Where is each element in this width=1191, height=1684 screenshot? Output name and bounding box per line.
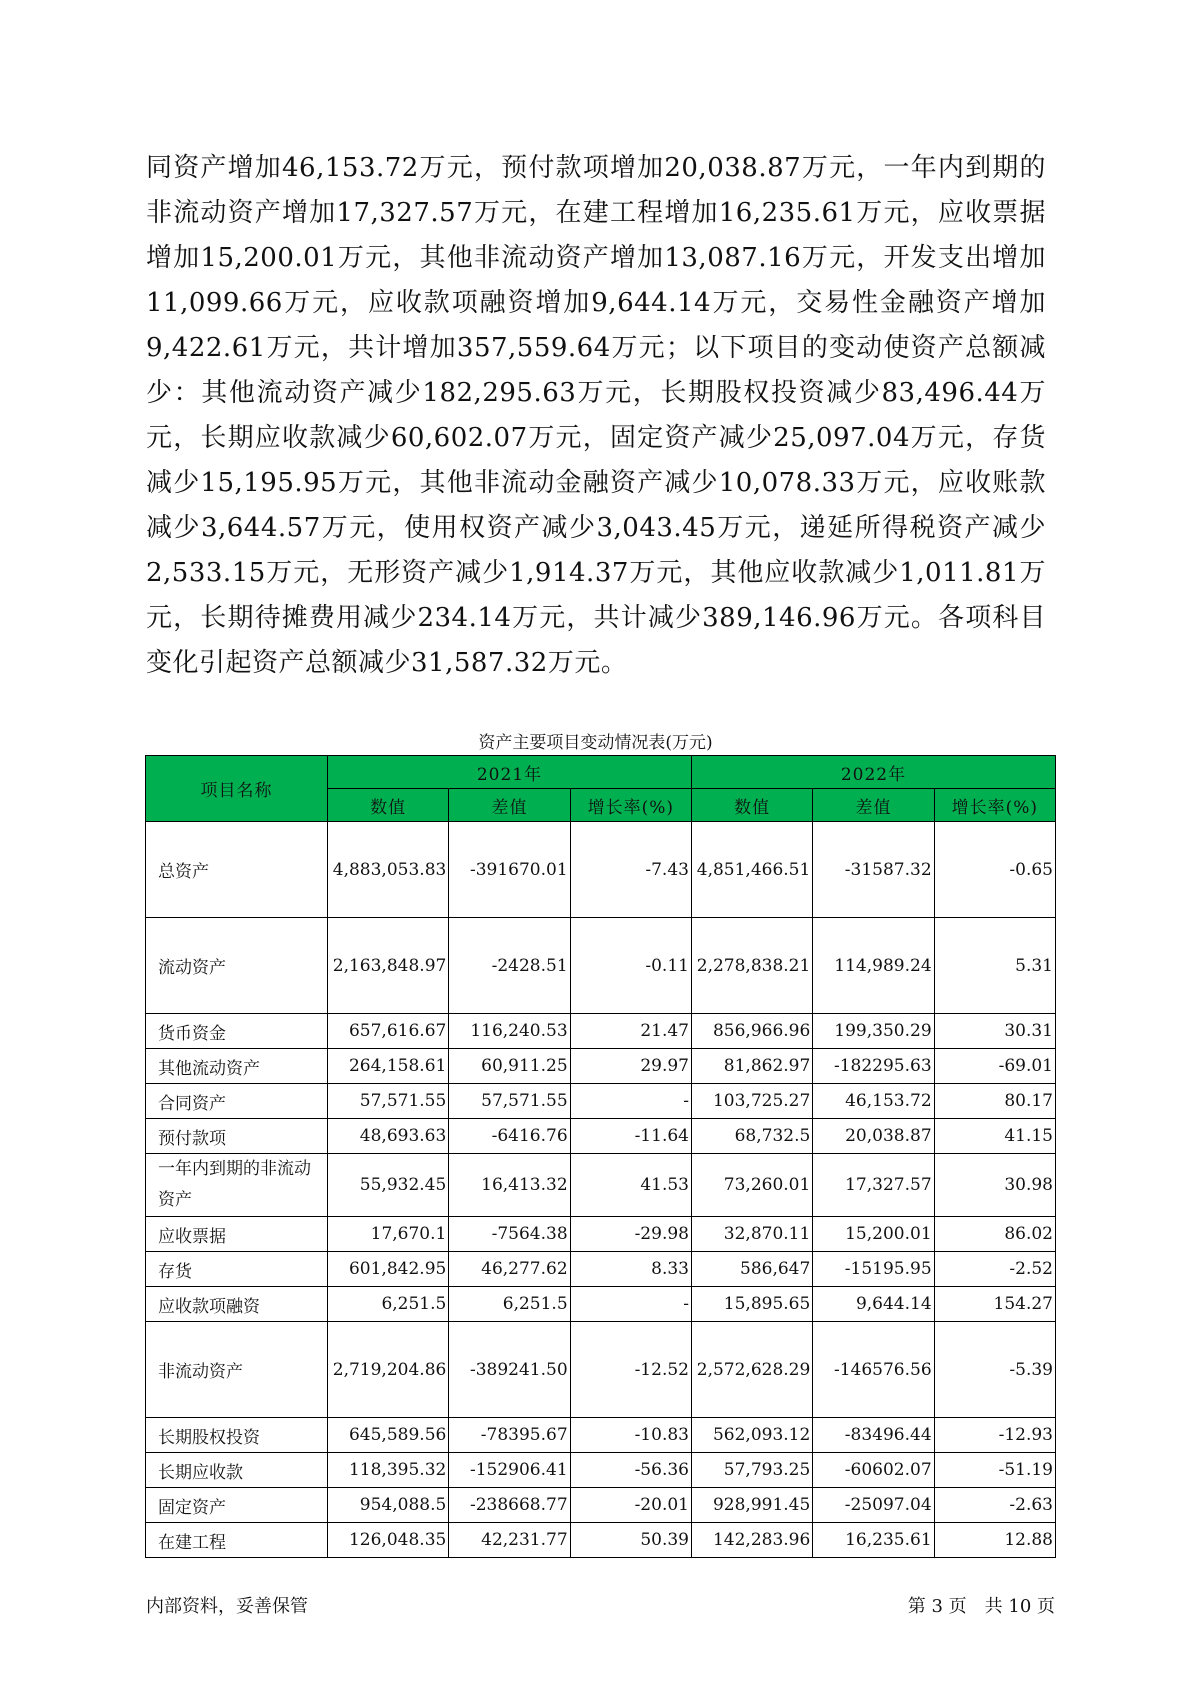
value-2021-cell: 264,158.61 [328,1049,449,1084]
diff-2021-cell: 116,240.53 [449,1014,570,1049]
footer-confidential-note: 内部资料，妥善保管 [146,1596,308,1617]
rate-2022-cell: -5.39 [934,1322,1055,1418]
row-name-cell: 其他流动资产 [146,1049,328,1084]
rate-2022-cell: 30.31 [934,1014,1055,1049]
row-name-cell: 固定资产 [146,1488,328,1523]
table-row [146,918,1056,1014]
value-2021-cell: 55,932.45 [328,1154,449,1217]
rate-2021-cell: 50.39 [570,1523,691,1558]
row-name-cell: 流动资产 [146,918,328,1014]
value-2022-cell: 32,870.11 [691,1217,812,1252]
rate-2021-cell: - [570,1084,691,1119]
rate-2022-cell: 86.02 [934,1217,1055,1252]
value-2021-cell: 657,616.67 [328,1014,449,1049]
diff-2021-cell: -7564.38 [449,1217,570,1252]
body-paragraph: 同资产增加46,153.72万元，预付款项增加20,038.87万元，一年内到期的非流动资产增加17,327.57万元，在建工程增加16,235.61万元，应收票据增加15,200.01万元，其他非流动资产增加13,087.16万元，开发支出增加11,099.66万元，应收款项融资增加9,644.14万元，交易性金融资产增加9,422.61万元，共计增加357,559.64万元；以下项目的变动使资产总额减少：其他流动资产减少182,295.63万元，长期股权投资减少83,496.44万元，长期应收款减少60,602.07万元，固定资产减少25,097.04万元，存货减少15,195.95万元，其他非流动金融资产减少10,078.33万元，应收账款减少3,644.57万元，使用权资产减少3,043.45万元，递延所得税资产减少2,533.15万元，无形资产减少1,914.37万元，其他应收款减少1,011.81万元，长期待摊费用减少234.14万元，共计减少389,146.96万元。各项科目变化引起资产总额减少31,587.32万元。 [146,153,1046,678]
value-2021-cell: 6,251.5 [328,1287,449,1322]
header-value-2021: 数值 [328,789,449,822]
value-2021-cell: 57,571.55 [328,1084,449,1119]
diff-2022-cell: -182295.63 [813,1049,934,1084]
diff-2021-cell: -389241.50 [449,1322,570,1418]
diff-2021-cell: -391670.01 [449,822,570,918]
rate-2021-cell: 29.97 [570,1049,691,1084]
diff-2022-cell: 16,235.61 [813,1523,934,1558]
value-2021-cell: 118,395.32 [328,1453,449,1488]
rate-2021-cell: -7.43 [570,822,691,918]
rate-2021-cell: -10.83 [570,1418,691,1453]
row-name-cell: 一年内到期的非流动资产 [146,1154,328,1217]
diff-2021-cell: -152906.41 [449,1453,570,1488]
diff-2022-cell: -146576.56 [813,1322,934,1418]
value-2022-cell: 2,278,838.21 [691,918,812,1014]
value-2022-cell: 15,895.65 [691,1287,812,1322]
diff-2021-cell: 42,231.77 [449,1523,570,1558]
row-name-cell: 存货 [146,1252,328,1287]
header-diff-2021: 差值 [449,789,570,822]
diff-2021-cell: 46,277.62 [449,1252,570,1287]
diff-2022-cell: -60602.07 [813,1453,934,1488]
rate-2021-cell: -0.11 [570,918,691,1014]
row-name-cell: 长期股权投资 [146,1418,328,1453]
header-rate-2022: 增长率(%) [934,789,1055,822]
table-row [146,1322,1056,1418]
table-row [146,1453,1056,1488]
table-row [146,1014,1056,1049]
table-row [146,1119,1056,1154]
diff-2022-cell: -15195.95 [813,1252,934,1287]
rate-2022-cell: -51.19 [934,1453,1055,1488]
value-2022-cell: 103,725.27 [691,1084,812,1119]
value-2022-cell: 57,793.25 [691,1453,812,1488]
diff-2022-cell: 20,038.87 [813,1119,934,1154]
row-name-cell: 非流动资产 [146,1322,328,1418]
value-2022-cell: 856,966.96 [691,1014,812,1049]
row-name-cell: 货币资金 [146,1014,328,1049]
table-caption: 资产主要项目变动情况表(万元) [478,733,713,753]
table-body [146,822,1056,1558]
header-year-2021: 2021年 [328,756,692,789]
value-2022-cell: 73,260.01 [691,1154,812,1217]
diff-2022-cell: -31587.32 [813,822,934,918]
rate-2022-cell: 12.88 [934,1523,1055,1558]
table-row [146,1488,1056,1523]
table-row [146,1154,1056,1217]
table-row [146,1252,1056,1287]
header-rate-2021: 增长率(%) [570,789,691,822]
diff-2022-cell: 199,350.29 [813,1014,934,1049]
diff-2022-cell: -83496.44 [813,1418,934,1453]
value-2022-cell: 928,991.45 [691,1488,812,1523]
value-2022-cell: 4,851,466.51 [691,822,812,918]
value-2022-cell: 68,732.5 [691,1119,812,1154]
rate-2022-cell: -12.93 [934,1418,1055,1453]
table-row [146,1217,1056,1252]
row-name-cell: 预付款项 [146,1119,328,1154]
rate-2022-cell: 41.15 [934,1119,1055,1154]
diff-2021-cell: 16,413.32 [449,1154,570,1217]
value-2021-cell: 2,163,848.97 [328,918,449,1014]
value-2022-cell: 81,862.97 [691,1049,812,1084]
diff-2022-cell: 114,989.24 [813,918,934,1014]
rate-2021-cell: -20.01 [570,1488,691,1523]
diff-2021-cell: -6416.76 [449,1119,570,1154]
rate-2022-cell: -0.65 [934,822,1055,918]
rate-2021-cell: 8.33 [570,1252,691,1287]
rate-2022-cell: -2.52 [934,1252,1055,1287]
value-2021-cell: 954,088.5 [328,1488,449,1523]
table-row [146,822,1056,918]
rate-2021-cell: -12.52 [570,1322,691,1418]
value-2022-cell: 2,572,628.29 [691,1322,812,1418]
value-2021-cell: 601,842.95 [328,1252,449,1287]
diff-2021-cell: 60,911.25 [449,1049,570,1084]
value-2022-cell: 142,283.96 [691,1523,812,1558]
rate-2022-cell: 80.17 [934,1084,1055,1119]
rate-2022-cell: -69.01 [934,1049,1055,1084]
value-2021-cell: 645,589.56 [328,1418,449,1453]
value-2022-cell: 586,647 [691,1252,812,1287]
row-name-cell: 合同资产 [146,1084,328,1119]
table-row [146,1523,1056,1558]
header-value-2022: 数值 [691,789,812,822]
header-year-2022: 2022年 [691,756,1055,789]
footer-page-number: 第 3 页 共 10 页 [907,1596,1055,1617]
row-name-cell: 在建工程 [146,1523,328,1558]
value-2021-cell: 126,048.35 [328,1523,449,1558]
diff-2021-cell: 57,571.55 [449,1084,570,1119]
table-row [146,1049,1056,1084]
diff-2021-cell: -78395.67 [449,1418,570,1453]
diff-2022-cell: -25097.04 [813,1488,934,1523]
rate-2022-cell: 30.98 [934,1154,1055,1217]
value-2021-cell: 2,719,204.86 [328,1322,449,1418]
diff-2021-cell: -238668.77 [449,1488,570,1523]
diff-2021-cell: 6,251.5 [449,1287,570,1322]
row-name-cell: 应收票据 [146,1217,328,1252]
value-2021-cell: 48,693.63 [328,1119,449,1154]
row-name-cell: 总资产 [146,822,328,918]
rate-2022-cell: -2.63 [934,1488,1055,1523]
value-2022-cell: 562,093.12 [691,1418,812,1453]
rate-2021-cell: -56.36 [570,1453,691,1488]
diff-2021-cell: -2428.51 [449,918,570,1014]
header-diff-2022: 差值 [813,789,934,822]
rate-2021-cell: - [570,1287,691,1322]
rate-2022-cell: 154.27 [934,1287,1055,1322]
rate-2022-cell: 5.31 [934,918,1055,1014]
diff-2022-cell: 46,153.72 [813,1084,934,1119]
diff-2022-cell: 9,644.14 [813,1287,934,1322]
value-2021-cell: 4,883,053.83 [328,822,449,918]
table-row [146,1418,1056,1453]
asset-change-table [145,755,1056,1558]
row-name-cell: 长期应收款 [146,1453,328,1488]
rate-2021-cell: 21.47 [570,1014,691,1049]
diff-2022-cell: 17,327.57 [813,1154,934,1217]
diff-2022-cell: 15,200.01 [813,1217,934,1252]
rate-2021-cell: -11.64 [570,1119,691,1154]
table-row [146,1084,1056,1119]
rate-2021-cell: -29.98 [570,1217,691,1252]
value-2021-cell: 17,670.1 [328,1217,449,1252]
table-row [146,1287,1056,1322]
rate-2021-cell: 41.53 [570,1154,691,1217]
row-name-cell: 应收款项融资 [146,1287,328,1322]
header-item-name: 项目名称 [146,756,328,822]
